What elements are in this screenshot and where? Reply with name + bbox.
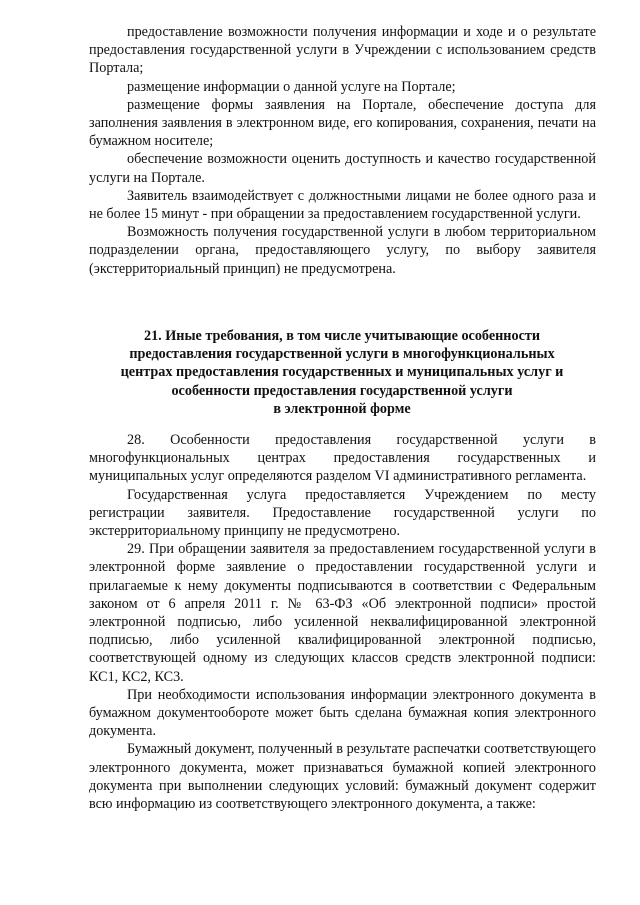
paragraph-portal-placement: размещение информации о данной услуге на Портале; <box>127 78 456 95</box>
heading-line: центрах предоставления государственных и муниципальных услуг и <box>120 364 564 381</box>
paragraph-item-28: 28. Особенности предоставления государственной услуги в многофункциональных центрах предоставления государственных и муниципальных услуг определяются разделом VI административного регламента. <box>89 432 596 485</box>
paragraph-registration: Государственная услуга предоставляется Учреждением по месту регистрации заявителя. Предоставление государственной услуги по экстерриториальному принципу не предусмотрено. <box>89 486 596 540</box>
paragraph-extraterritorial: Возможность получения государственной услуги в любом территориальном подразделении органа, предоставляющего услугу, по выбору заявителя (экстерриториальный принцип) не предусмотрена. <box>89 224 596 277</box>
paragraph-portal-info: предоставление возможности получения информации и ходе и о результате предоставления государственной услуги в Учреждении с использованием средств Портала; <box>89 24 596 77</box>
heading-line: 21. Иные требования, в том числе учитывающие особенности <box>143 328 541 344</box>
bottom-text-block <box>89 431 596 813</box>
top-text-block <box>89 23 596 278</box>
heading-line: особенности предоставления государственной услуги <box>171 382 513 399</box>
paragraph-portal-quality: обеспечение возможности оценить доступность и качество государственной услуги на Портале. <box>89 151 596 186</box>
paragraph-interaction-limit: Заявитель взаимодействует с должностными лицами не более одного раза и не более 15 минут - при обращении за предоставлением государственной услуги. <box>89 187 596 223</box>
heading-line: предоставления государственной услуги в многофункциональных <box>129 346 555 363</box>
paragraph-item-29: 29. При обращении заявителя за предоставлением государственной услуги в электронной форме заявление о предоставлении государственной услуги и прилагаемые к нему документы подписываются в соответствии с Федеральным законом от 6 апреля 2011 г. № 63-ФЗ «Об электронной подписи» простой электронной подписью, либо усиленной неквалифицированной электронной подписью, либо усиленной квалифицированной электронной подписью, соответствующей одному из следующих классов средств электронной подписи: КС1, КС2, КС3. <box>89 541 596 685</box>
heading-line: в электронной форме <box>273 400 411 417</box>
paragraph-paper-document: Бумажный документ, полученный в результате распечатки соответствующего электронного документа, может признаваться бумажной копией электронного документа при выполнении следующих условий: бумажный документ содержит всю информацию из соответствующего электронного документа, а также: <box>89 741 596 813</box>
paragraph-portal-form: размещение формы заявления на Портале, обеспечение доступа для заполнения заявления в электронном виде, его копирования, сохранения, печати на бумажном носителе; <box>89 96 596 150</box>
section-heading <box>96 327 588 418</box>
paragraph-paper-copy: При необходимости использования информации электронного документа в бумажном документообороте может быть сделана бумажная копия электронного документа. <box>89 686 596 740</box>
